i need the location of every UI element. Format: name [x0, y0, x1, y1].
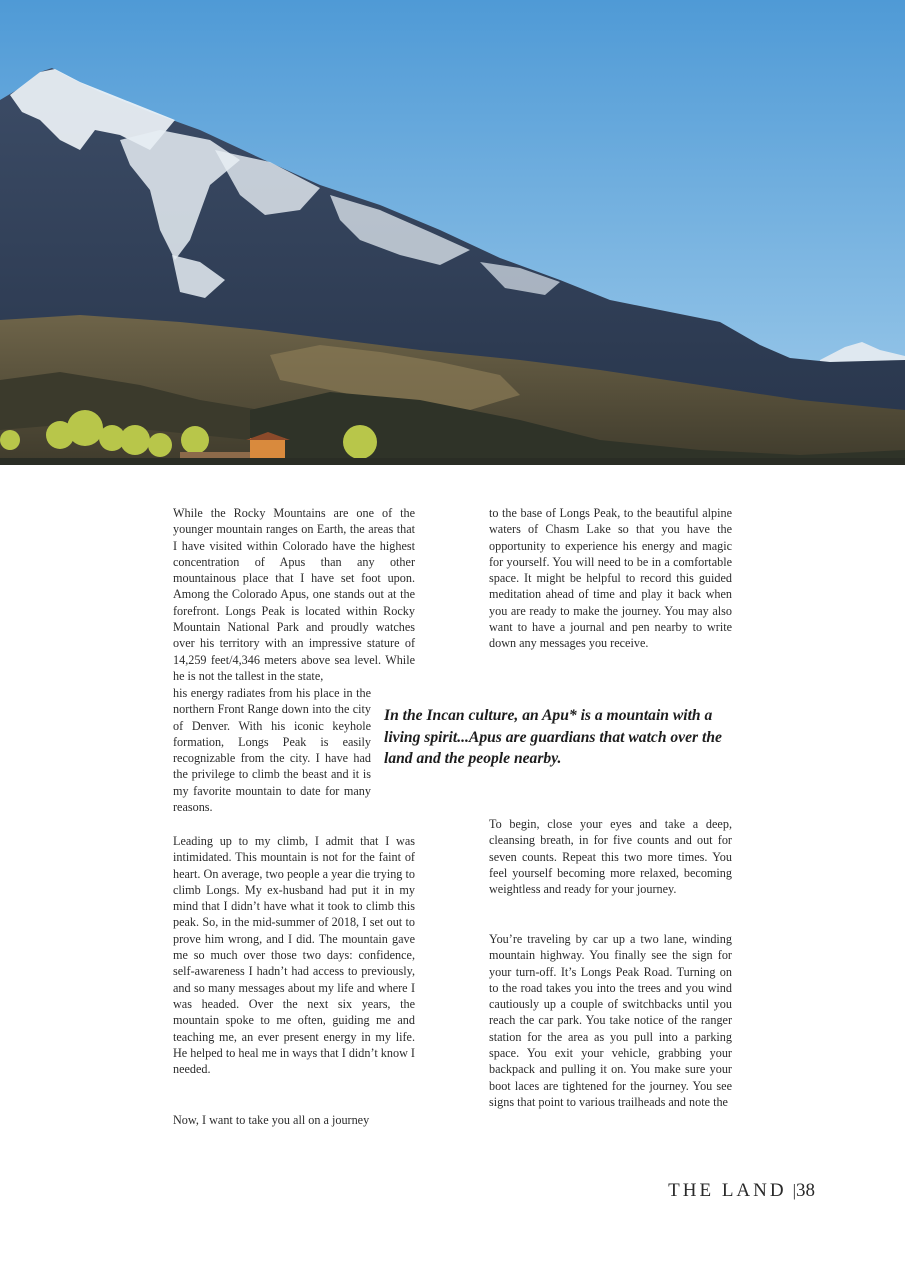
page-footer: [668, 1180, 815, 1202]
section-title: THE LAND: [668, 1180, 787, 1201]
article-paragraph-5: To begin, close your eyes and take a deep, cleansing breath, in for five counts and out for seven counts. Repeat this two more times. You feel yourself becoming more relaxed, becoming weightless and ready for your journey.: [489, 817, 732, 897]
page-number: 38: [796, 1180, 815, 1201]
hero-mountain-photo: [0, 0, 905, 465]
article-paragraph-4: to the base of Longs Peak, to the beautiful alpine waters of Chasm Lake so that you have the opportunity to experience his energy and magic for yourself. You will need to be in a comfortable space. It might be helpful to record this guided meditation ahead of time and play it back when you are ready to make the journey. You may also want to have a journal and pen nearby to write down any messages you receive.: [489, 506, 732, 651]
pull-quote: In the Incan culture, an Apu* is a mountain with a living spirit...Apus are guardians that watch over the land and the people nearby.: [384, 707, 722, 767]
article-paragraph-6: You’re traveling by car up a two lane, winding mountain highway. You finally see the sign for your turn-off. It’s Longs Peak Road. Turning on to the road takes you into the trees and you wind cautiously up a couple of switchbacks until you reach the car park. You take notice of the ranger station for the area as you pull into a parking space. You exit your vehicle, grabbing your backpack and pulling it on. You make sure your boot laces are tightened for the journey. You see signs that point to various trailheads and note the: [489, 932, 732, 1109]
article-paragraph-1-continued: his energy radiates from his place in the northern Front Range down into the city of Denver. With his iconic keyhole formation, Longs Peak is easily recognizable from the city. I have had the privilege to climb the beast and it is my favorite mountain to date for many reasons.: [173, 686, 371, 815]
article-paragraph-1: While the Rocky Mountains are one of the younger mountain ranges on Earth, the areas that I have visited within Colorado have the highest concentration of Apus than any other mountainous place that I have set foot upon. Among the Colorado Apus, one stands out at the forefront. Longs Peak is located within Rocky Mountain National Park and proudly watches over his territory with an impressive stature of 14,259 feet/4,346 meters above sea level. While he is not the tallest in the state,: [173, 506, 415, 683]
article-paragraph-3: Now, I want to take you all on a journey: [173, 1113, 370, 1127]
article-paragraph-2: Leading up to my climb, I admit that I was intimidated. This mountain is not for the faint of heart. On average, two people a year die trying to climb Longs. My ex-husband had put it in my mind that I didn’t have what it took to climb this peak. So, in the mid-summer of 2018, I set out to prove him wrong, and I did. The mountain gave me so much over those two days: confidence, self-awareness I hadn’t had access to previously, and so many messages about my life and where I was headed. Over the next six years, the mountain spoke to me often, guiding me and teaching me, an ever present energy in my life. He helped to heal me in ways that I didn’t know I needed.: [173, 834, 415, 1077]
footer-separator: |: [792, 1181, 796, 1200]
